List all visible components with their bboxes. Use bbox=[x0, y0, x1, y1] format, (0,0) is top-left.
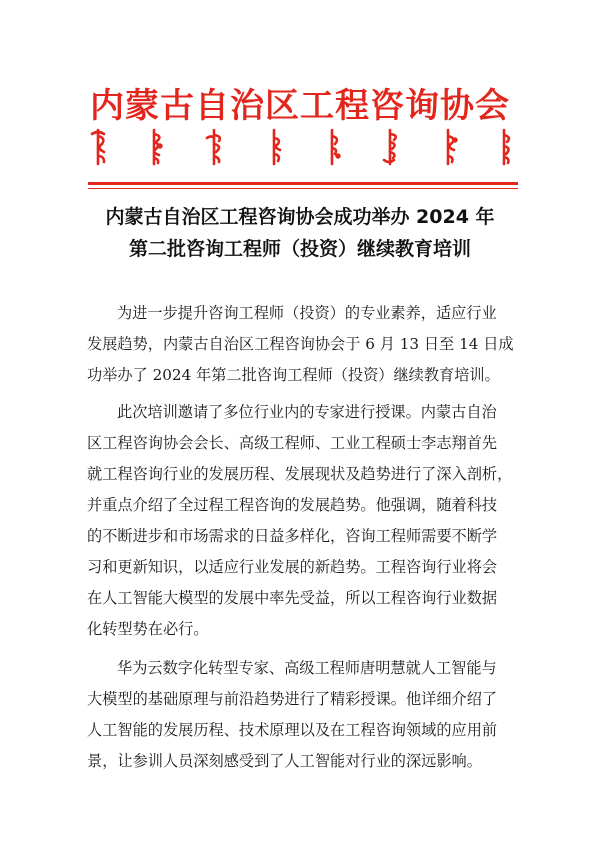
body-line: 功举办了 2024 年第二批咨询工程师（投资）继续教育培训。 bbox=[87, 366, 500, 384]
body-line: 为进一步提升咨询工程师（投资）的专业素养，适应行业 bbox=[117, 304, 497, 322]
body-line: 习和更新知识，以适应行业发展的新趋势。工程咨询行业将会 bbox=[87, 558, 498, 576]
body-line: 华为云数字化转型专家、高级工程师唐明慧就人工智能与 bbox=[117, 659, 497, 677]
body-line: 在人工智能大模型的发展中率先受益，所以工程咨询行业数据 bbox=[87, 589, 498, 607]
body-line: 大模型的基础原理与前沿趋势进行了精彩授课。他详细介绍了 bbox=[87, 690, 498, 708]
body-line: 人工智能的发展历程、技术原理以及在工程咨询领域的应用前 bbox=[87, 721, 498, 739]
body-line: 并重点介绍了全过程工程咨询的发展趋势。他强调，随着科技 bbox=[87, 496, 498, 514]
letterhead-rule-thick bbox=[88, 182, 518, 185]
body-line: 发展趋势，内蒙古自治区工程咨询协会于 6 月 13 日至 14 日成 bbox=[87, 335, 514, 353]
body-line: 此次培训邀请了多位行业内的专家进行授课。内蒙古自治 bbox=[117, 403, 497, 421]
letterhead-title: 内蒙古自治区工程咨询协会 bbox=[90, 86, 510, 126]
body-line: 的不断进步和市场需求的日益多样化，咨询工程师需要不断学 bbox=[87, 527, 498, 545]
letterhead-rule-thin bbox=[88, 188, 518, 189]
body-line: 区工程咨询协会会长、高级工程师、工业工程硕士李志翔首先 bbox=[87, 434, 498, 452]
mongolian-script-logo bbox=[88, 126, 518, 168]
headline-line-1: 内蒙古自治区工程咨询协会成功举办 2024 年 bbox=[105, 206, 495, 228]
headline-line-2: 第二批咨询工程师（投资）继续教育培训 bbox=[128, 238, 471, 260]
body-line: 景，让参训人员深刻感受到了人工智能对行业的深远影响。 bbox=[87, 752, 482, 770]
body-line: 就工程咨询行业的发展历程、发展现状及趋势进行了深入剖析， bbox=[87, 465, 513, 483]
body-line: 化转型势在必行。 bbox=[87, 620, 209, 638]
